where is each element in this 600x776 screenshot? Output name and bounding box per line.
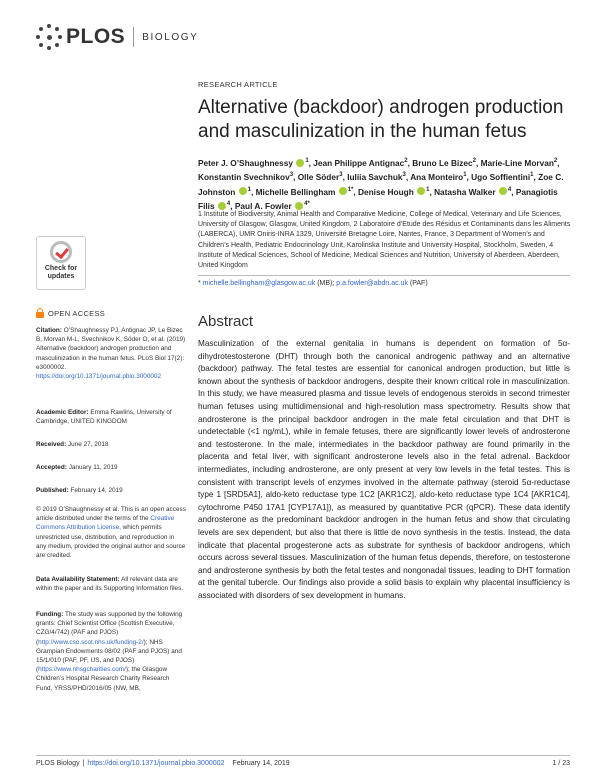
page-number: 1 / 23 bbox=[552, 760, 570, 767]
copyright-text-end: , which permits unrestricted use, distribution, and reproduction in any medium, provided the original author and source are credited. bbox=[36, 524, 186, 560]
received-block bbox=[36, 440, 186, 449]
author-list: Peter J. O’Shaughnessy $^1$, Jean Philippe Antignac$^2$, Bruno Le Bizec$^2$, Marie-Line Morvan$^2$, Konstantin Svechnikov$^3$, Olle Söder$^3$, Iuliia Savchuk$^3$, Ana Monteiro$^1$, Ugo Soffientini$^1$, Zoe C. Johnston $^1$, Michelle Bellingham $^{1*}$, Denise Hough $^1$, Natasha Walker $^4$, Panagiotis Filis $^4$, Paul A. Fowler $^{4*}$ bbox=[198, 157, 564, 211]
footer-doi-link[interactable]: https://doi.org/10.1371/journal.pbio.3000002 bbox=[87, 760, 225, 767]
orcid-icon[interactable] bbox=[218, 202, 226, 210]
funding-label: Funding: bbox=[36, 611, 64, 618]
orcid-icon[interactable] bbox=[239, 187, 247, 195]
funding-text-2: ); NHS Grampian Endowments 08/02 (PAF and PJOS) and 15/1/010 (PAF, PF, US, and PJOS) ( bbox=[36, 638, 182, 674]
asterisk: * bbox=[198, 280, 203, 287]
author-name: Marie-Line Morvan bbox=[480, 157, 554, 168]
copyright-text: © 2019 O’Shaughnessy et al. This is an open access article distributed under the terms of the bbox=[36, 506, 186, 523]
contact-initials-1: (MB); bbox=[317, 280, 335, 287]
data-availability-text: All relevant data are within the paper and its Supporting Information files. bbox=[36, 576, 184, 593]
check-for-updates-badge[interactable] bbox=[36, 236, 86, 290]
affiliation-divider bbox=[198, 275, 570, 276]
orcid-icon[interactable] bbox=[295, 202, 303, 210]
received-label: Received: bbox=[36, 441, 67, 448]
funding-cso-link[interactable]: http://www.cso.scot.nhs.uk/funding-2/ bbox=[38, 638, 144, 646]
citation-block bbox=[36, 326, 186, 381]
published-label: Published: bbox=[36, 487, 69, 494]
author-affiliation-mark: 3 bbox=[289, 172, 294, 179]
author-affiliation-mark: 1 bbox=[530, 172, 534, 179]
orcid-icon[interactable] bbox=[417, 187, 425, 195]
footer-divider bbox=[36, 755, 570, 756]
funding-nhsg-link[interactable]: https://www.nhsgcharities.com/ bbox=[38, 666, 126, 674]
citation-doi-link[interactable]: https://doi.org/10.1371/journal.pbio.3000002 bbox=[36, 373, 162, 381]
author-affiliation-mark: 4 bbox=[226, 201, 231, 208]
accepted-block bbox=[36, 463, 186, 472]
funding-text-3: ); the Glasgow Children’s Hospital Research Charity Research Fund, YRSS/PHD/2016/05 (NW, MB, bbox=[36, 666, 170, 692]
footer-date: February 14, 2019 bbox=[232, 760, 290, 767]
page-footer bbox=[36, 760, 570, 767]
citation-text: O’Shaughnessy PJ, Antignac JP, Le Bizec B, Morvan M-L, Svechnikov K, Söder O, et al. (2019) Alternative (backdoor) androgen production and masculinization in the human fetus. PLoS Biol 17(2): e3000002. bbox=[36, 327, 186, 371]
data-availability-block bbox=[36, 575, 186, 593]
editor-text: Emma Rawlins, University of Cambridge, UNITED KINGDOM bbox=[36, 409, 172, 426]
journal-name: BIOLOGY bbox=[142, 31, 199, 43]
data-availability-label: Data Availability Statement: bbox=[36, 576, 120, 583]
author-affiliation-mark: 1 bbox=[305, 158, 309, 164]
author-name: Bruno Le Bizec bbox=[412, 157, 473, 168]
author-name: Jean Philippe Antignac bbox=[313, 157, 405, 168]
author-name: Natasha Walker bbox=[434, 186, 496, 197]
orcid-icon[interactable] bbox=[499, 187, 507, 195]
plos-logo-icon bbox=[36, 24, 62, 50]
author-affiliation-mark: 1 bbox=[426, 186, 430, 193]
author-name: Denise Hough bbox=[358, 186, 414, 197]
editor-block bbox=[36, 408, 186, 426]
author-name: Michelle Bellingham bbox=[255, 186, 336, 197]
affiliations: 1 Institute of Biodiversity, Animal Health and Comparative Medicine, College of Medical, Veterinary and Life Sciences, University of Glasgow, Glasgow, United Kingdom, 2 Laboratoire d’Etude des Résidus et Contaminants dans les Aliments (LABERCA), UMR Oniris-INRA 1329, Université Bretagne Loire, Nantes, France, 3 Department of Women’s and Children’s Health, Pediatric Endocrinology Unit, Karolinska Institute and University Hospital, Stockholm, Sweden, 4 Institute of Medical Sciences, School of Medicine, Medical Sciences and Nutrition, University of Aberdeen, Aberdeen, United Kingdom bbox=[198, 211, 571, 270]
open-access-text: OPEN ACCESS bbox=[48, 308, 106, 318]
badge-line-1: Check for bbox=[44, 265, 78, 272]
open-access-label bbox=[36, 308, 105, 318]
author-affiliation-mark: 4* bbox=[304, 201, 310, 208]
contact-email-2[interactable]: p.a.fowler@abdn.ac.uk bbox=[336, 280, 408, 287]
author-affiliation-mark: 2 bbox=[472, 158, 476, 164]
author-affiliation-mark: 4 bbox=[507, 186, 512, 193]
header-divider bbox=[133, 27, 134, 47]
abstract-text: Masculinization of the external genitalia in humans is dependent on formation of 5α-dihydrotestosterone (DHT) through both the canonical androgenic pathway and an alternative (backdoor) pathway. The fetal testes are essential for canonical androgen production, but little is known about the synthesis of backdoor androgens, despite their known critical role in masculinization. In this study, we have measured plasma and tissue levels of endogenous steroids in second trimester human fetuses using multidimensional and high-resolution mass spectrometry. Results show that androsterone is the principal backdoor androgen in the male fetal circulation and that DHT is undetectable (<1 ng/mL), while in female fetuses, there are significantly lower levels of androsterone and testosterone. In the male, intermediates in the backdoor pathway are found primarily in the placenta and fetal liver, with significant androsterone levels also in the fetal adrenal. Backdoor intermediates, including androsterone, are only present at very low levels in the fetal testes. This is consistent with transcript levels of enzymes involved in the alternate pathway (steroid 5α-reductase type 1 [SRD5A1], aldo-keto reductase type 1C2 [AKR1C2], aldo-keto reductase type 1C4 [AKR1C4], cytochrome P450 17A1 [CYP17A1]), as measured by quantitative PCR (qPCR). These data identify androsterone as the predominant backdoor androgen in the human fetus and show that circulating levels are sex dependent, but also that there is little de novo synthesis in the testis. Instead, the data indicate that placental progesterone acts as substrate for synthesis of backdoor androgens, which occurs across several tissues. Masculinization of the human fetus depends, therefore, on testosterone and androsterone synthesis by both the fetal testes and nongonadal tissues, leading to DHT formation at the genital tubercle. Our findings also provide a solid basis to explain why placental insufficiency is associated with disorders of sex development in humans. bbox=[198, 339, 570, 600]
footer-journal: PLOS Biology bbox=[36, 760, 80, 767]
open-access-lock-icon bbox=[36, 308, 44, 318]
footer-separator: | bbox=[82, 760, 85, 767]
author-affiliation-mark: 1 bbox=[463, 172, 467, 179]
cc-license-link[interactable]: Creative Commons Attribution License bbox=[36, 515, 175, 532]
received-date: June 27, 2018 bbox=[67, 441, 109, 448]
journal-header bbox=[36, 24, 198, 50]
published-block bbox=[36, 486, 186, 495]
plos-logo-text: PLOS bbox=[66, 25, 126, 48]
abstract-heading: Abstract bbox=[198, 313, 254, 330]
published-date: February 14, 2019 bbox=[70, 487, 123, 494]
author-name: Peter J. O’Shaughnessy bbox=[198, 157, 293, 168]
author-name: Ugo Soffientini bbox=[471, 172, 531, 183]
accepted-date: January 11, 2019 bbox=[68, 464, 118, 471]
author-name: Ana Monteiro bbox=[410, 172, 464, 183]
contact-email-1[interactable]: michelle.bellingham@glasgow.ac.uk bbox=[202, 280, 316, 287]
author-affiliation-mark: 3 bbox=[339, 172, 343, 179]
author-name: Panagiotis Filis bbox=[198, 186, 558, 211]
copyright-block bbox=[36, 505, 186, 560]
author-name: Zoe C. Johnston bbox=[198, 172, 564, 197]
editor-label: Academic Editor: bbox=[36, 409, 89, 416]
author-affiliation-mark: 2 bbox=[404, 158, 408, 164]
orcid-icon[interactable] bbox=[296, 159, 304, 167]
author-affiliation-mark: 2 bbox=[553, 158, 558, 164]
badge-line-2: updates bbox=[47, 273, 75, 280]
contact-initials-2: (PAF) bbox=[409, 280, 428, 287]
author-name: Konstantin Svechnikov bbox=[198, 172, 290, 183]
corresponding-contacts bbox=[198, 280, 428, 287]
author-name: Paul A. Fowler bbox=[234, 200, 292, 211]
funding-text: The study was supported by the following grants: Chief Scientist Office (Scottish Executive, CZG/4/742) (PAF and PJOS) ( bbox=[36, 611, 183, 646]
orcid-icon[interactable] bbox=[339, 187, 347, 195]
author-name: Olle Söder bbox=[297, 172, 340, 183]
author-affiliation-mark: 1 bbox=[247, 186, 251, 193]
article-type: RESEARCH ARTICLE bbox=[198, 80, 278, 89]
author-affiliation-mark: 1* bbox=[347, 186, 354, 193]
check-updates-icon bbox=[50, 241, 72, 263]
funding-block bbox=[36, 610, 186, 693]
citation-label: Citation: bbox=[36, 327, 62, 334]
author-affiliation-mark: 3 bbox=[402, 172, 406, 179]
author-name: Iuliia Savchuk bbox=[347, 172, 403, 183]
article-title: Alternative (backdoor) androgen production and masculinization in the human fetus bbox=[198, 97, 564, 142]
accepted-label: Accepted: bbox=[36, 464, 67, 471]
